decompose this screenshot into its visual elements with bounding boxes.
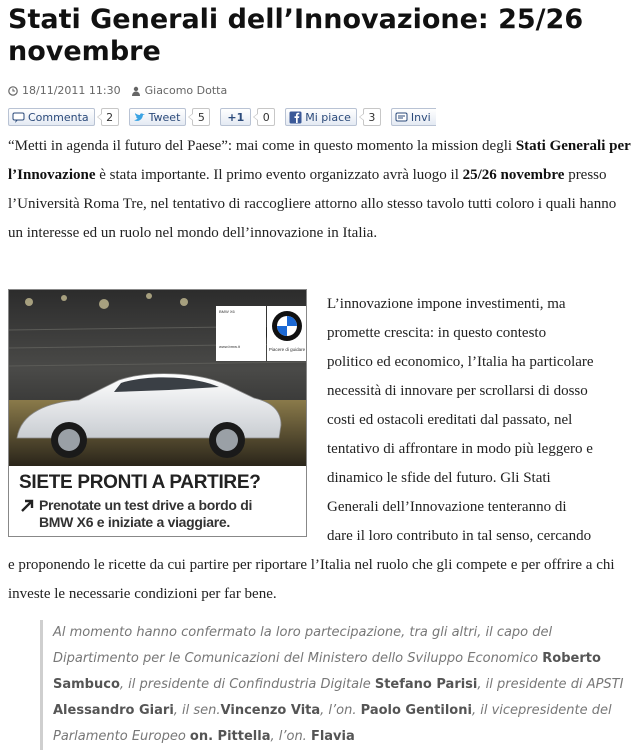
wrap-line: promette crescita: in questo contesto [327, 325, 547, 341]
article-meta [8, 84, 227, 97]
intro-bold-1: Stati Generali per l’Innovazione [8, 138, 631, 183]
tweet-count: 5 [192, 108, 210, 126]
ad-model-panel [216, 306, 266, 361]
ad-subtext [39, 497, 252, 531]
article-intro [8, 132, 633, 248]
article-author[interactable]: Giacomo Dotta [144, 84, 228, 97]
plusone-button[interactable] [220, 108, 251, 126]
intro-paragraph [8, 132, 633, 248]
facebook-icon [289, 111, 302, 124]
twitter-bird-icon [133, 111, 146, 124]
quote-text: , il vicepresidente del Parlamento Europeo [53, 703, 612, 744]
quote-text: , il presidente di Confindustria Digitale [119, 677, 375, 692]
quote-name: Vincenzo Vita [220, 703, 321, 718]
send-label: Invi [410, 110, 431, 124]
article-date: 18/11/2011 11:30 [22, 84, 121, 97]
wrap-line: dare il loro contributo in tal senso, cercando [327, 528, 592, 544]
like-count: 3 [363, 108, 381, 126]
comment-icon [12, 111, 25, 124]
quote-name: Paolo Gentiloni [360, 703, 472, 718]
bmw-ad-banner[interactable] [8, 289, 307, 537]
wrap-line: costi ed ostacoli ereditati dal passato, nel [327, 412, 573, 428]
tweet-button[interactable] [129, 108, 187, 126]
wrap-line: L’innovazione impone investimenti, ma [327, 296, 566, 312]
quote-text: , l’on. [270, 729, 311, 744]
wrap-line: dinamico le sfide del futuro. Gli Stati [327, 470, 551, 486]
quote-name: Roberto Sambuco [53, 651, 601, 692]
facebook-like-button[interactable] [285, 108, 357, 126]
comment-label: Commenta [28, 110, 89, 124]
intro-text-1: “Metti in agenda il futuro del Paese”: mai come in questo momento la mission degli [8, 138, 516, 154]
article-blockquote [40, 620, 638, 750]
ad-model-label: BMW X6 [219, 309, 235, 314]
article-continuation: e proponendo le ricette da cui partire per riportare l’Italia nel ruolo che gli compete e per offrire a chi investe le necessarie condizioni per far bene. [8, 557, 615, 602]
ad-headline: SIETE PRONTI A PARTIRE? [19, 472, 261, 493]
comment-button[interactable] [8, 108, 95, 126]
ad-url: www.bmw.it [219, 344, 240, 349]
send-icon [395, 111, 408, 124]
quote-name: Flavia [310, 729, 355, 744]
clock-icon [8, 86, 18, 96]
quote-text: , il sen. [173, 703, 221, 718]
arrow-icon [20, 499, 34, 513]
quote-text: , l’on. [320, 703, 361, 718]
article-title: Stati Generali dell’Innovazione: 25/26 novembre [8, 4, 584, 67]
tweet-label: Tweet [148, 110, 181, 124]
ad-brand-panel [267, 306, 307, 361]
intro-text-2: è stata importante. Il primo evento organizzato avrà luogo il [95, 167, 463, 183]
bmw-logo-icon [267, 306, 307, 346]
ad-brand-tagline: Piacere di guidare [268, 347, 306, 352]
quote-name: Stefano Parisi [374, 677, 478, 692]
comment-count: 2 [101, 108, 119, 126]
plusone-label: +1 [227, 110, 245, 124]
user-icon [131, 86, 141, 96]
wrap-line: Generali dell’Innovazione tenteranno di [327, 499, 567, 515]
wrap-line: tentativo di affrontare in modo più leggero e [327, 441, 593, 457]
wrap-line: necessità di innovare per scrollarsi di dosso [327, 383, 588, 399]
quote-text: , il presidente di APSTI [477, 677, 624, 692]
plusone-count: 0 [257, 108, 275, 126]
wrap-line: politico ed economico, l’Italia ha particolare [327, 354, 594, 370]
social-bar [8, 106, 436, 128]
quote-name: on. Pittella [189, 729, 271, 744]
quote-text: Al momento hanno confermato la loro partecipazione, tra gli altri, il capo del Dipartimento per le Comunicazioni del Ministero dello Sviluppo Economico [53, 625, 553, 666]
like-label: Mi piace [305, 110, 351, 124]
send-button[interactable] [391, 108, 436, 126]
ad-subtext-line-1: Prenotate un test drive a bordo di [39, 497, 253, 513]
intro-text-3: presso l’Università Roma Tre, nel tentativo di raccogliere attorno allo stesso tavolo tutti coloro i quali hanno un interesse ed un ruolo nel mondo dell’innovazione in Italia. [8, 167, 617, 241]
quote-name: Alessandro Giari [53, 703, 174, 718]
intro-bold-2: 25/26 novembre [462, 167, 565, 183]
ad-subtext-line-2: BMW X6 e iniziate a viaggiare. [39, 514, 230, 530]
article-wrap-text [327, 290, 639, 551]
